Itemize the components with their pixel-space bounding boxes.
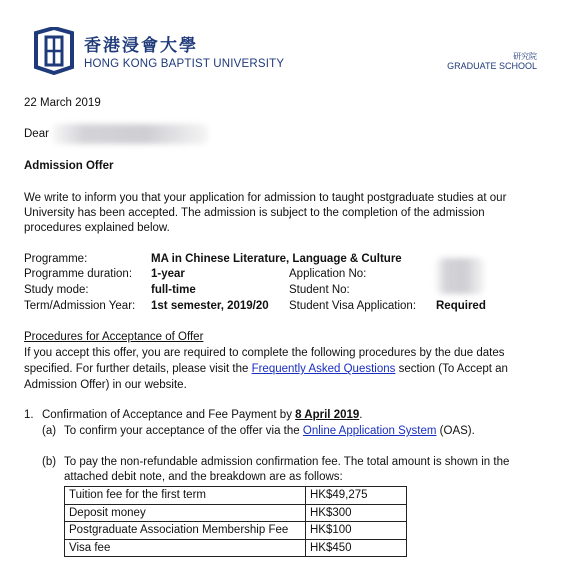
duration-label: Programme duration: bbox=[24, 268, 133, 280]
intro-line-3: procedures explained below. bbox=[24, 222, 170, 234]
term-label: Term/Admission Year: bbox=[24, 300, 136, 312]
study-mode-label: Study mode: bbox=[24, 284, 89, 296]
application-no-label: Application No: bbox=[289, 268, 367, 280]
redacted-recipient-name bbox=[52, 124, 208, 144]
graduate-school-english: GRADUATE SCHOOL bbox=[447, 61, 537, 71]
intro-line-1: We write to inform you that your application for admission to taught postgraduate studies at our bbox=[24, 192, 507, 204]
procedures-line-2 bbox=[24, 362, 508, 378]
step-a-text bbox=[64, 424, 475, 440]
procedures-line-2-end: section (To Accept an bbox=[395, 363, 508, 375]
step-b-line-1: To pay the non-refundable admission confirmation fee. The total amount is shown in the bbox=[64, 456, 510, 468]
table-row bbox=[65, 487, 407, 505]
step-1-number: 1. bbox=[24, 409, 34, 421]
fee-amount: HK$100 bbox=[306, 522, 407, 540]
fee-item: Postgraduate Association Membership Fee bbox=[65, 522, 306, 540]
intro-line-2: University has been accepted. The admission is subject to the completion of the admission bbox=[24, 207, 485, 219]
university-name-english: HONG KONG BAPTIST UNIVERSITY bbox=[84, 58, 285, 70]
term-value: 1st semester, 2019/20 bbox=[151, 300, 269, 312]
procedures-line-1: If you accept this offer, you are required to complete the following procedures by the due dates bbox=[24, 347, 505, 359]
programme-value: MA in Chinese Literature, Language & Culture bbox=[151, 253, 402, 265]
fee-amount: HK$300 bbox=[306, 504, 407, 522]
subject-line: Admission Offer bbox=[24, 160, 114, 172]
visa-value: Required bbox=[436, 300, 486, 312]
procedures-line-3: Admission Offer) in our website. bbox=[24, 379, 187, 391]
programme-label: Programme: bbox=[24, 253, 88, 265]
step-1-title-start: Confirmation of Acceptance and Fee Payment by bbox=[42, 409, 296, 421]
step-a-label: (a) bbox=[42, 425, 57, 437]
procedures-line-2-start: specified. For further details, please visit the bbox=[24, 363, 252, 375]
step-b-label: (b) bbox=[42, 456, 57, 468]
fee-amount: HK$450 bbox=[306, 539, 407, 557]
step-1-title bbox=[42, 408, 362, 424]
table-row bbox=[65, 522, 407, 540]
faq-link[interactable]: Frequently Asked Questions bbox=[251, 363, 396, 375]
online-application-system-link[interactable]: Online Application System bbox=[302, 425, 437, 437]
step-1-title-end: . bbox=[359, 409, 363, 421]
student-no-label: Student No: bbox=[289, 284, 350, 296]
graduate-school-chinese: 研究院 bbox=[513, 52, 537, 61]
fee-item: Deposit money bbox=[65, 504, 306, 522]
step-a-text-end: (OAS). bbox=[436, 425, 475, 437]
visa-label: Student Visa Application: bbox=[289, 300, 417, 312]
step-b-line-2: attached debit note, and the breakdown are as follows: bbox=[64, 471, 343, 483]
study-mode-value: full-time bbox=[151, 284, 196, 296]
fee-item: Tuition fee for the first term bbox=[65, 487, 306, 505]
fee-amount: HK$49,275 bbox=[306, 487, 407, 505]
step-a-text-start: To confirm your acceptance of the offer via the bbox=[64, 425, 303, 437]
procedures-heading: Procedures for Acceptance of Offer bbox=[24, 331, 204, 343]
fee-item: Visa fee bbox=[65, 539, 306, 557]
table-row bbox=[65, 539, 407, 557]
fee-breakdown-table bbox=[64, 486, 407, 557]
table-row bbox=[65, 504, 407, 522]
salutation: Dear bbox=[24, 128, 49, 140]
due-date: 8 April 2019 bbox=[295, 409, 360, 421]
duration-value: 1-year bbox=[151, 268, 185, 280]
university-name-chinese: 香港浸會大學 bbox=[84, 36, 198, 56]
letter-date: 22 March 2019 bbox=[24, 97, 101, 109]
hkbu-logo-icon bbox=[32, 27, 76, 75]
redacted-numbers bbox=[436, 258, 484, 294]
